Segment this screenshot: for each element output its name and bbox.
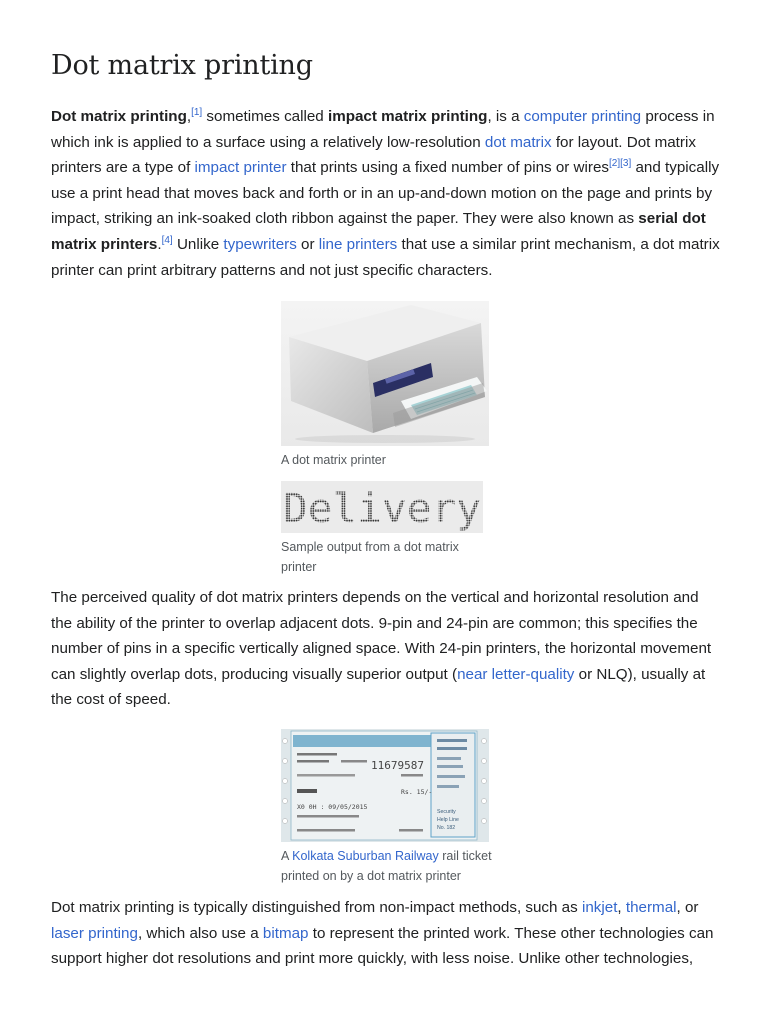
comparison-paragraph [51, 895, 723, 972]
ticket-number: 11679587 [371, 759, 424, 772]
text-run: or NLQ), usually at the cost of speed. [51, 665, 706, 709]
figure-caption: A dot matrix printer [281, 453, 386, 467]
ref-3[interactable] [620, 158, 631, 169]
figure-rail-ticket [281, 729, 496, 886]
link-thermal[interactable]: thermal [625, 899, 677, 916]
link-laser-printing[interactable]: laser printing [51, 924, 138, 942]
link-near-letter-quality[interactable]: near letter-quality [457, 665, 575, 683]
text-run: process in which ink is applied to a surface using a relatively low-resolution [51, 108, 715, 151]
text-run: to represent the printed work. These other technologies can support higher dot resolutions and print more quickly, with less noise. Unlike other technologies, [51, 924, 714, 968]
figure-printer [281, 301, 489, 471]
link-impact-printer[interactable]: impact printer [194, 159, 287, 177]
text-run: sometimes called [202, 108, 328, 125]
alt-term-bold: impact matrix printing [327, 108, 488, 125]
text-run: , [617, 899, 626, 916]
ticket-side-line: Help Line [437, 817, 459, 823]
link-line-printers[interactable]: line printers [318, 235, 398, 253]
ticket-side-line: Security [437, 809, 456, 815]
link-typewriters[interactable]: typewriters [223, 235, 297, 253]
link-bitmap[interactable]: bitmap [262, 924, 309, 942]
text-run: A [281, 849, 293, 863]
sample-output-illustration [281, 481, 483, 533]
text-run: for layout. Dot matrix printers are a type of [51, 133, 696, 177]
text-run: Dot matrix printing is typically distinguished from non-impact methods, such as [51, 899, 582, 916]
figure-sample-output [281, 481, 483, 577]
rail-ticket-illustration [281, 729, 489, 842]
text-run: Unlike [172, 235, 224, 253]
text-run: , [186, 108, 192, 125]
link-computer-printing[interactable]: computer printing [523, 108, 642, 125]
ref-1-link[interactable]: [1] [191, 107, 203, 118]
ticket-date: X0 0H : 09/05/2015 [297, 803, 368, 811]
text-run: and typically use a print head that moves back and forth or in an up-and-down motion on the page and prints by impact, striking an ink-soaked cloth ribbon against the paper. They were also known as [51, 159, 720, 228]
text-run: , or [676, 899, 699, 916]
printer-illustration [281, 301, 489, 446]
text-run: that use a similar print mechanism, a dot matrix printer can print arbitrary patterns and not just specific characters. [51, 235, 720, 279]
text-run: , is a [487, 108, 524, 125]
page-title: Dot matrix printing [51, 50, 313, 81]
intro-paragraph [51, 104, 723, 283]
link-dot-matrix[interactable]: dot matrix [484, 133, 552, 151]
ticket-side-line: No. 182 [437, 825, 456, 831]
text-run: . [157, 235, 162, 253]
link-kolkata-suburban-railway[interactable]: Kolkata Suburban Railway [292, 849, 439, 863]
term2-bold: serial dot matrix printers [51, 210, 706, 253]
ref-4[interactable] [162, 235, 173, 246]
quality-paragraph [51, 585, 723, 713]
ref-2-link[interactable]: [2] [609, 158, 621, 170]
ref-1[interactable] [191, 107, 202, 118]
figure-caption: Sample output from a dot matrix printer [281, 540, 459, 574]
text-run: The perceived quality of dot matrix printers depends on the vertical and horizontal resolution and the ability of the printer to overlap adjacent dots. 9-pin and 24-pin are common; this specifies the number of pins in a specific vertically aligned space. With 24-pin printers, the horizontal movement can slightly overlap dots, producing visually superior output ( [51, 589, 712, 683]
text-run: that prints using a fixed number of pins or wires [286, 159, 609, 177]
term-bold: Dot matrix printing [51, 108, 187, 125]
link-inkjet[interactable]: inkjet [581, 899, 618, 916]
text-run: , which also use a [137, 924, 263, 942]
sample-output-image[interactable] [281, 481, 483, 533]
text-run: or [296, 235, 319, 253]
ref-2[interactable] [609, 158, 620, 169]
ref-4-link[interactable]: [4] [161, 234, 173, 246]
printer-image[interactable] [281, 301, 489, 446]
rail-ticket-image[interactable] [281, 729, 489, 842]
ticket-price: Rs. 15/- [401, 788, 433, 796]
ref-3-link[interactable]: [3] [620, 158, 632, 170]
text-run: rail ticket printed on by a dot matrix printer [281, 849, 492, 883]
figure-caption [281, 847, 496, 886]
